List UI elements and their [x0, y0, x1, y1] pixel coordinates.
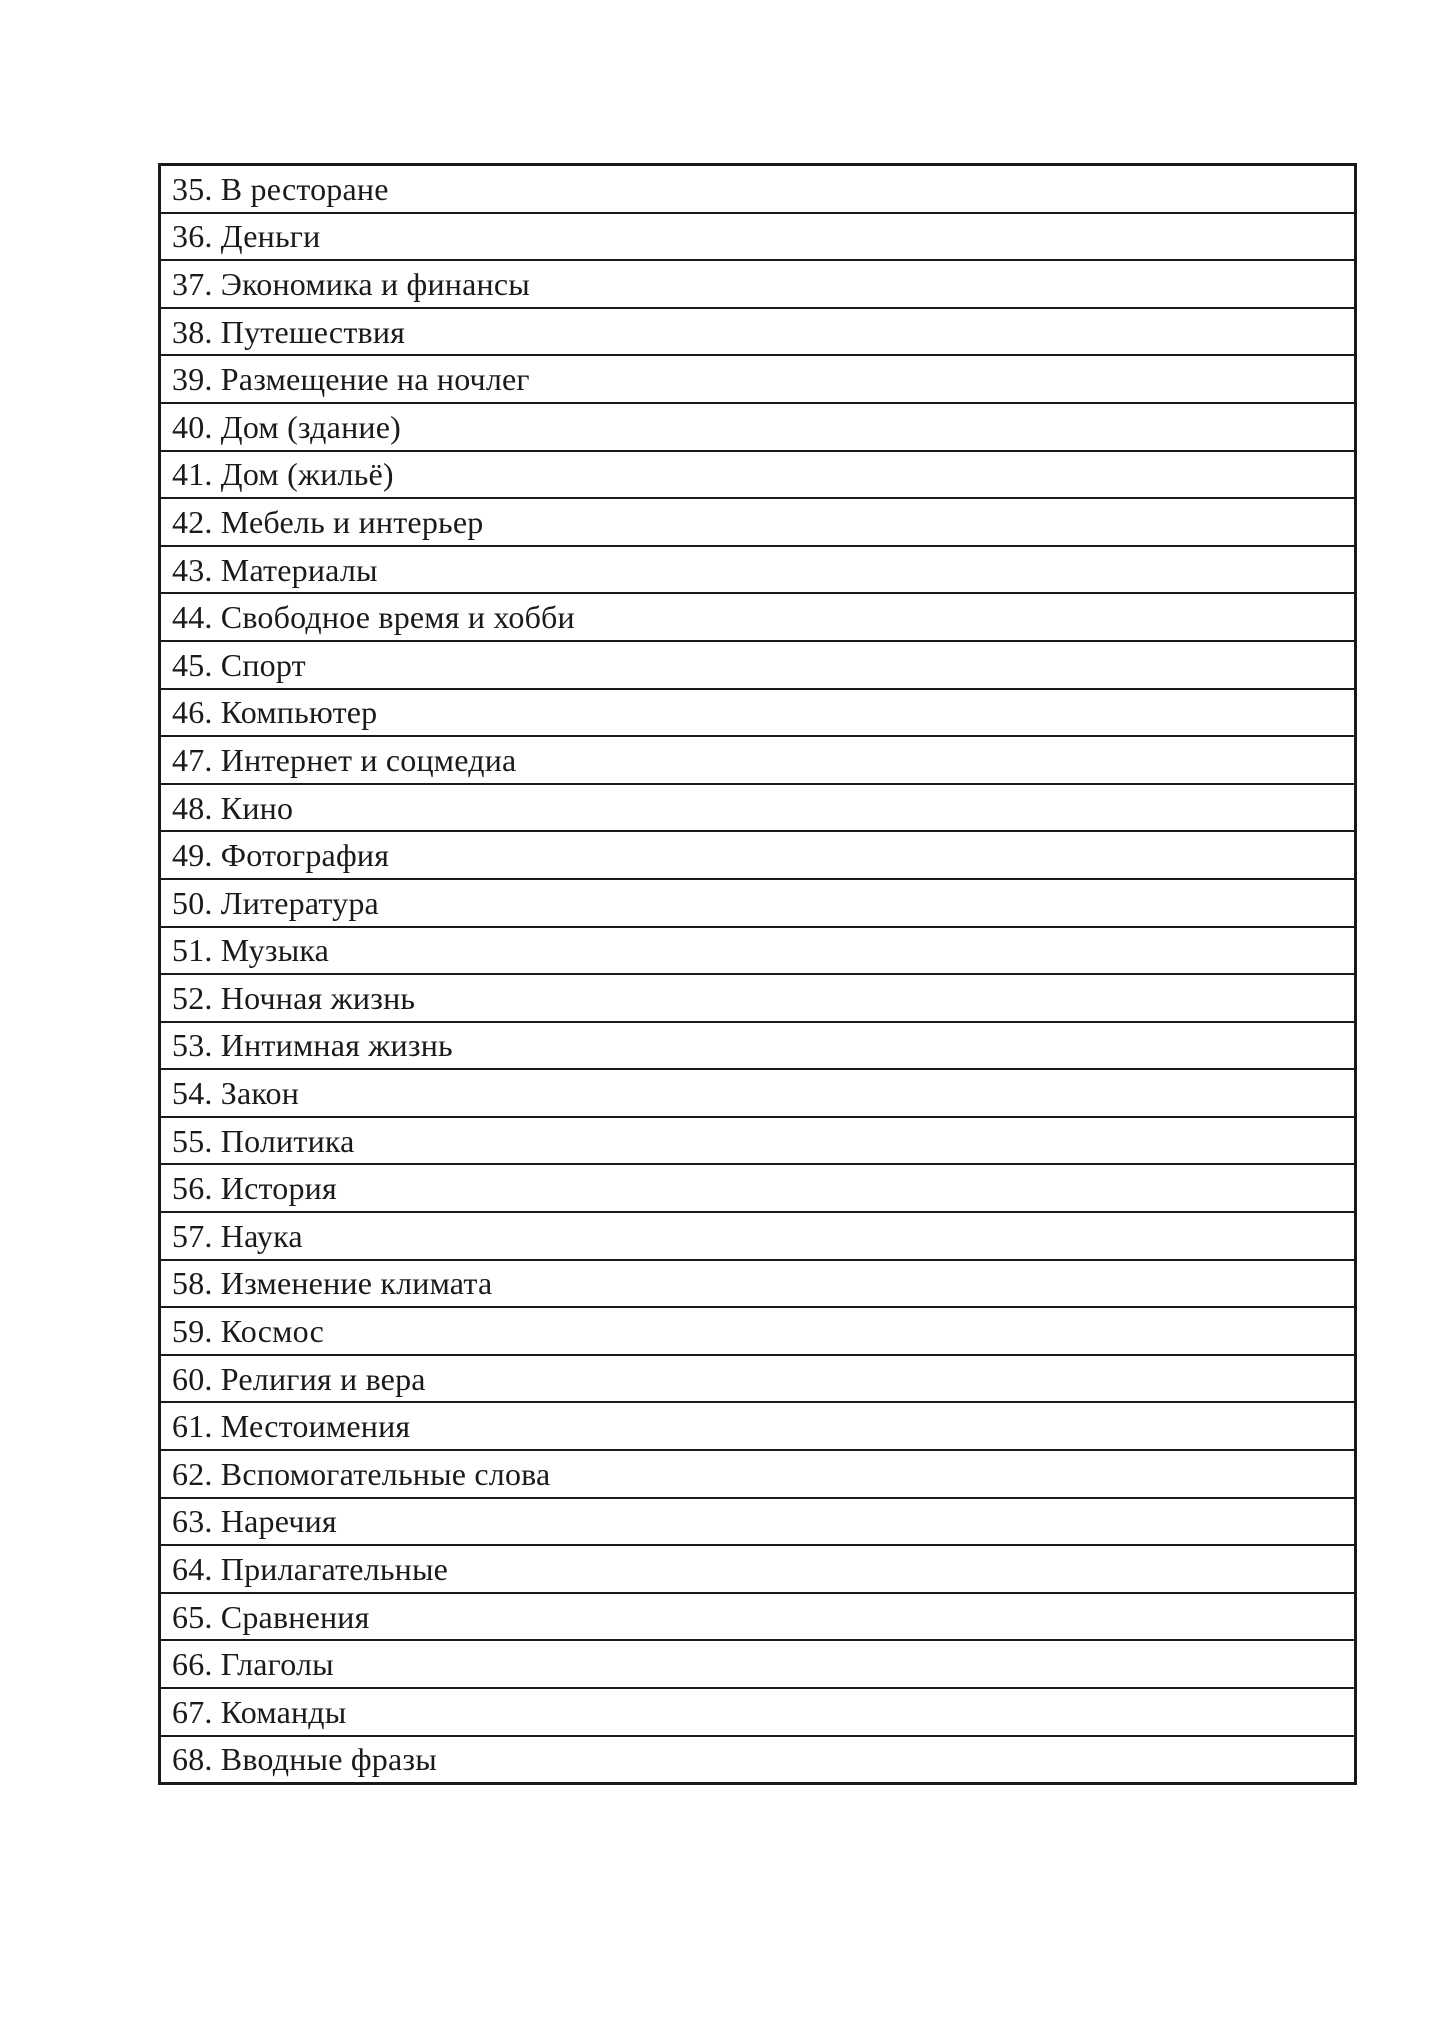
toc-row — [161, 452, 1354, 500]
toc-item-text: 50. Литература — [172, 884, 379, 921]
toc-row — [161, 1499, 1354, 1547]
toc-item-text: 53. Интимная жизнь — [172, 1027, 453, 1064]
toc-item-text: 68. Вводные фразы — [172, 1741, 437, 1778]
toc-item-text: 57. Наука — [172, 1217, 303, 1254]
toc-item-text: 66. Глаголы — [172, 1646, 334, 1683]
toc-row — [161, 928, 1354, 976]
toc-item-text: 49. Фотография — [172, 837, 390, 874]
toc-item-text: 52. Ночная жизнь — [172, 979, 416, 1016]
toc-item-text: 36. Деньги — [172, 218, 321, 255]
toc-row — [161, 1546, 1354, 1594]
toc-row — [161, 975, 1354, 1023]
toc-row — [161, 1451, 1354, 1499]
toc-item-text: 44. Свободное время и хобби — [172, 599, 575, 636]
toc-item-text: 65. Сравнения — [172, 1598, 370, 1635]
toc-item-text: 41. Дом (жильё) — [172, 456, 394, 493]
toc-item-text: 56. История — [172, 1170, 337, 1207]
toc-row — [161, 690, 1354, 738]
toc-row — [161, 594, 1354, 642]
toc-row — [161, 1261, 1354, 1309]
toc-item-text: 64. Прилагательные — [172, 1551, 449, 1588]
toc-row — [161, 1118, 1354, 1166]
toc-row — [161, 309, 1354, 357]
toc-item-text: 47. Интернет и соцмедиа — [172, 741, 517, 778]
toc-row — [161, 404, 1354, 452]
toc-row — [161, 1308, 1354, 1356]
toc-item-text: 48. Кино — [172, 789, 294, 826]
toc-item-text: 42. Мебель и интерьер — [172, 503, 484, 540]
toc-item-text: 35. В ресторане — [172, 170, 389, 207]
toc-row — [161, 1737, 1354, 1783]
toc-item-text: 38. Путешествия — [172, 313, 406, 350]
toc-table — [158, 163, 1357, 1785]
toc-row — [161, 880, 1354, 928]
toc-row — [161, 785, 1354, 833]
toc-item-text: 55. Политика — [172, 1122, 355, 1159]
toc-item-text: 61. Местоимения — [172, 1408, 411, 1445]
toc-item-text: 39. Размещение на ночлег — [172, 361, 530, 398]
toc-row — [161, 832, 1354, 880]
toc-item-text: 58. Изменение климата — [172, 1265, 493, 1302]
toc-item-text: 67. Команды — [172, 1693, 347, 1730]
toc-row — [161, 1641, 1354, 1689]
toc-row — [161, 166, 1354, 214]
toc-row — [161, 1165, 1354, 1213]
toc-item-text: 62. Вспомогательные слова — [172, 1455, 551, 1492]
toc-row — [161, 1356, 1354, 1404]
toc-item-text: 43. Материалы — [172, 551, 378, 588]
toc-row — [161, 1070, 1354, 1118]
toc-item-text: 63. Наречия — [172, 1503, 337, 1540]
toc-row — [161, 499, 1354, 547]
toc-item-text: 51. Музыка — [172, 932, 330, 969]
toc-item-text: 54. Закон — [172, 1075, 300, 1112]
toc-row — [161, 214, 1354, 262]
toc-row — [161, 642, 1354, 690]
toc-item-text: 37. Экономика и финансы — [172, 265, 530, 302]
toc-item-text: 59. Космос — [172, 1313, 324, 1350]
toc-row — [161, 1689, 1354, 1737]
toc-item-text: 46. Компьютер — [172, 694, 378, 731]
toc-item-text: 40. Дом (здание) — [172, 408, 401, 445]
toc-row — [161, 356, 1354, 404]
toc-row — [161, 547, 1354, 595]
toc-item-text: 60. Религия и вера — [172, 1360, 426, 1397]
toc-row — [161, 1213, 1354, 1261]
toc-row — [161, 1594, 1354, 1642]
toc-row — [161, 261, 1354, 309]
toc-row — [161, 737, 1354, 785]
toc-row — [161, 1023, 1354, 1071]
toc-row — [161, 1403, 1354, 1451]
toc-item-text: 45. Спорт — [172, 646, 306, 683]
